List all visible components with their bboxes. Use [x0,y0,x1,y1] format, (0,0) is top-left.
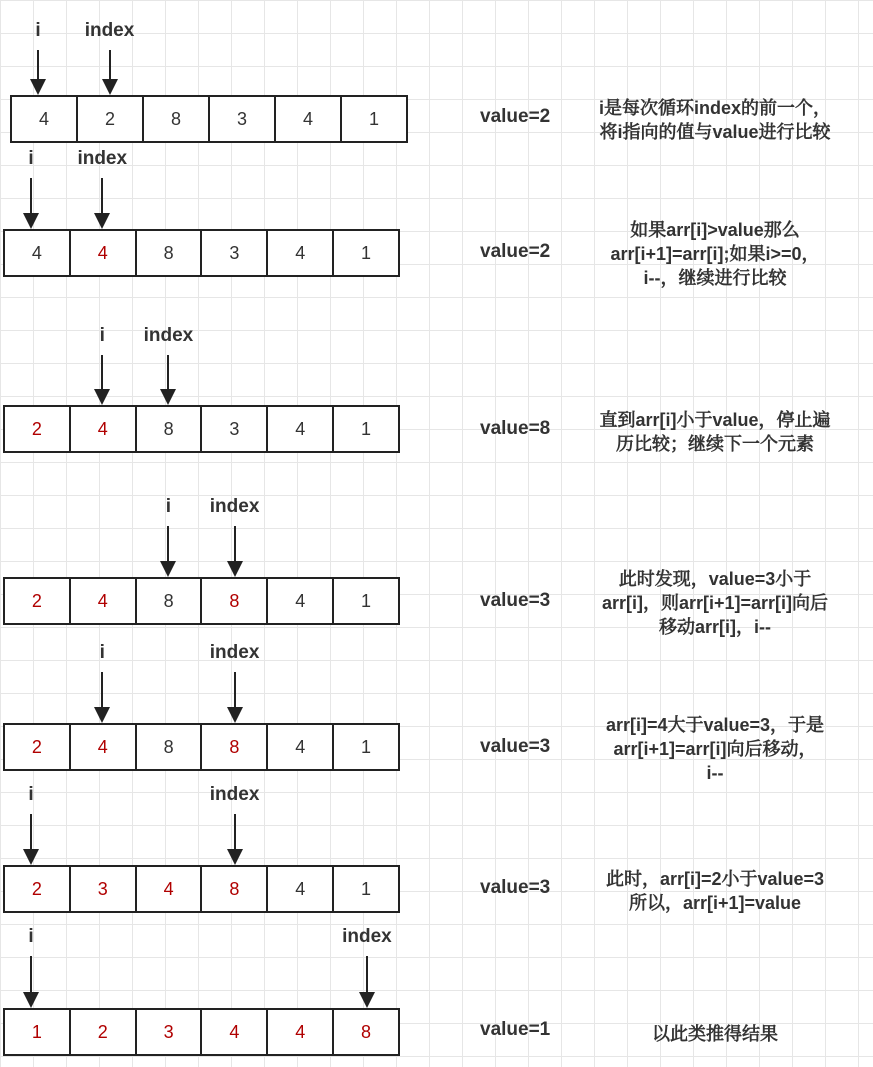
value-label: value=3 [480,877,551,898]
pointer-label: i [28,148,34,169]
step-note [565,867,865,915]
value-label: value=3 [480,590,551,611]
array-cell: 4 [266,579,332,623]
array-cell: 1 [332,867,398,911]
arrow-down-icon [94,707,110,723]
array-cell: 1 [31,1021,42,1042]
array-cell: 4 [135,867,201,911]
pointer-index [84,20,135,95]
array-cell: 4 [69,231,135,275]
pointer-label: index [143,325,194,346]
array-box [3,577,400,625]
array-box [10,95,408,143]
pointer-label: index [209,642,260,663]
value-label: value=8 [480,418,551,439]
pointer-index [77,148,128,229]
array-cell: 8 [200,867,266,911]
arrow-down-icon [23,213,39,229]
arrow-down-icon [359,992,375,1008]
array-cell: 4 [69,579,135,623]
arrow-down-icon [227,849,243,865]
pointer-label: i [99,642,105,663]
pointer-i [90,325,114,405]
note-line: 移动arr[i]，i-- [659,617,771,637]
array-cell: 4 [69,725,135,769]
pointer-i [26,20,50,95]
note-line: 以此类推得结果 [652,1024,778,1044]
value-label: value=2 [480,106,551,127]
array-box [3,865,400,913]
pointer-label: index [209,784,260,805]
step-note [565,567,865,639]
array-cell: 8 [135,725,201,769]
array-box [3,723,400,771]
step-note [565,96,865,144]
pointer-i [156,496,180,577]
array-cell: 1 [332,579,398,623]
pointer-i [19,148,43,229]
array-cell: 4 [31,242,42,263]
note-line: 直到arr[i]小于value，停止遍 [599,410,831,430]
pointer-index [209,784,260,865]
pointer-arrow-shaft [30,814,32,849]
array-cell: 3 [135,1010,201,1054]
array-cell: 3 [200,231,266,275]
array-box [3,1008,400,1056]
array-cell: 4 [266,407,332,451]
pointer-arrow-shaft [167,526,169,561]
pointer-arrow-shaft [30,178,32,213]
arrow-down-icon [23,992,39,1008]
pointer-arrow-shaft [30,956,32,992]
array-cell: 4 [200,1010,266,1054]
array-cell: 2 [31,878,42,899]
step-note [565,408,865,456]
array-box [3,405,400,453]
pointer-i [19,784,43,865]
note-line: arr[i+1]=arr[i]向后移动， [613,739,817,759]
note-line: arr[i+1]=arr[i];如果i>=0， [610,244,820,264]
pointer-index [342,926,392,1008]
pointer-index [143,325,194,405]
pointer-label: index [209,496,260,517]
arrow-down-icon [94,389,110,405]
arrow-down-icon [160,561,176,577]
step-note [565,218,865,290]
pointer-label: i [28,926,34,947]
note-line: 此时，arr[i]=2小于value=3 [605,869,825,889]
array-cell: 4 [38,108,49,129]
array-cell: 4 [266,867,332,911]
array-cell: 1 [340,97,406,141]
pointer-label: i [165,496,172,517]
arrow-down-icon [30,79,46,95]
pointer-arrow-shaft [234,672,236,707]
arrow-down-icon [102,79,118,95]
pointer-arrow-shaft [109,50,111,79]
note-line: 所以，arr[i+1]=value [628,893,802,913]
pointer-arrow-shaft [37,50,39,79]
pointer-label: index [77,148,128,169]
pointer-arrow-shaft [101,355,103,389]
array-cell: 1 [332,407,398,451]
array-cell: 2 [76,97,142,141]
array-cell: 8 [200,725,266,769]
note-line: 此时发现，value=3小于 [618,569,812,589]
array-cell: 1 [332,725,398,769]
pointer-arrow-shaft [234,814,236,849]
arrow-down-icon [23,849,39,865]
array-cell: 8 [332,1010,398,1054]
pointer-label: index [84,20,135,41]
pointer-arrow-shaft [167,355,169,389]
pointer-i [19,926,43,1008]
pointer-label: i [35,20,41,41]
arrow-down-icon [227,561,243,577]
note-line: i--，继续进行比较 [643,268,787,288]
pointer-index [209,496,260,577]
pointer-i [90,642,114,723]
note-line: 历比较；继续下一个元素 [616,434,814,454]
note-line: i-- [706,763,724,783]
array-cell: 8 [135,579,201,623]
array-cell: 2 [31,418,42,439]
array-cell: 8 [142,97,208,141]
array-cell: 2 [69,1010,135,1054]
pointer-label: i [99,325,105,346]
array-cell: 4 [274,97,340,141]
pointer-arrow-shaft [234,526,236,561]
array-cell: 2 [31,590,42,611]
pointer-arrow-shaft [101,178,103,213]
arrow-down-icon [160,389,176,405]
pointer-index [209,642,260,723]
note-line: i是每次循环index的前一个， [598,98,831,118]
pointer-arrow-shaft [101,672,103,707]
array-cell: 8 [135,231,201,275]
pointer-label: index [342,926,392,947]
note-line: arr[i]，则arr[i+1]=arr[i]向后 [601,593,829,613]
step-note [565,1022,865,1046]
arrow-down-icon [227,707,243,723]
value-label: value=1 [480,1019,551,1040]
array-cell: 8 [135,407,201,451]
note-line: 如果arr[i]>value那么 [630,220,800,240]
array-cell: 4 [266,1010,332,1054]
step-note [565,713,865,785]
arrow-down-icon [94,213,110,229]
note-line: arr[i]=4大于value=3，于是 [605,715,825,735]
array-cell: 4 [69,407,135,451]
value-label: value=2 [480,241,551,262]
array-cell: 4 [266,725,332,769]
array-cell: 8 [200,579,266,623]
pointer-label: i [28,784,34,805]
array-box [3,229,400,277]
array-cell: 4 [266,231,332,275]
array-cell: 1 [332,231,398,275]
note-line: 将i指向的值与value进行比较 [599,122,831,142]
pointer-arrow-shaft [366,956,368,992]
array-cell: 3 [200,407,266,451]
array-cell: 2 [31,736,42,757]
array-cell: 3 [69,867,135,911]
array-cell: 3 [208,97,274,141]
value-label: value=3 [480,736,551,757]
